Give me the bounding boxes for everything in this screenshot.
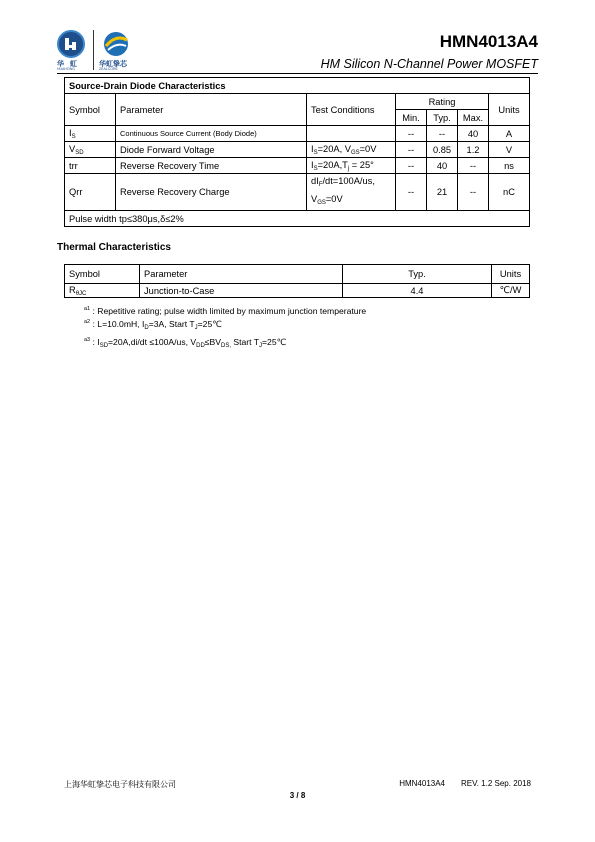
max-cell: 40 [458,126,489,142]
header-rating: Rating [396,94,489,110]
min-cell: -- [396,126,427,142]
logo-text-zealcore: 华虹挚芯 [99,61,127,68]
zealcore-logo-mark [101,30,131,58]
logo-subtext-zealcore: ZEALCORE [99,67,118,71]
table-row [65,158,530,174]
header-symbol: Symbol [65,265,140,284]
symbol-cell: $V_{SD}$ [65,142,116,158]
conditions-cell: $I_S=20A,T_j = 25^\circ$ [307,158,396,174]
parameter-cell: Reverse Recovery Time [116,158,307,174]
header-conditions: Test Conditions [307,94,396,126]
table-row [65,126,530,142]
min-cell: -- [396,174,427,211]
units-cell: ℃/W [492,284,530,298]
symbol-cell: $R_{\theta JC}$ [65,284,140,298]
header-symbol: Symbol [65,94,116,126]
parameter-cell: Junction-to-Case [140,284,343,298]
company-logo [57,30,137,72]
parameter-cell: Diode Forward Voltage [116,142,307,158]
parameter-cell: Continuous Source Current (Body Diode) [116,126,307,142]
symbol-cell: Qrr [65,174,116,211]
header-divider [57,73,538,74]
header-units: Units [492,265,530,284]
footer-rev: REV. 1.2 Sep. 2018 [461,779,531,788]
table-row [65,284,530,298]
table-row [65,142,530,158]
header-parameter: Parameter [116,94,307,126]
typ-cell: 40 [427,158,458,174]
typ-cell: 21 [427,174,458,211]
parameter-cell: Reverse Recovery Charge [116,174,307,211]
conditions-cell: $I_S=20A$, $V_{GS}=0V$ [307,142,396,158]
min-cell: -- [396,142,427,158]
document-subtitle: HM Silicon N-Channel Power MOSFET [320,57,538,71]
units-cell: ns [489,158,530,174]
note-item: $^{a3}$ : $I_{SD}=20A,di/dt \le 100A/us$, $V_{DD}\le BV_{DS,}$ Start $T_J=25℃$ [84,336,287,349]
max-cell: 1.2 [458,142,489,158]
conditions-cell: $dI_F/dt=100A/us$, $V_{GS}=0V$ [307,174,396,211]
symbol-cell: trr [65,158,116,174]
thermal-table [64,264,530,298]
table-footnote: Pulse width tp≤380μs,δ≤2% [65,211,530,227]
max-cell: -- [458,174,489,211]
logo-subtext-huahong: HUAHONG [57,67,75,71]
units-cell: nC [489,174,530,211]
conditions-cell [307,126,396,142]
huahong-logo-mark [57,30,85,58]
header-units: Units [489,94,530,126]
typ-cell: -- [427,126,458,142]
part-number-title: HMN4013A4 [439,32,538,51]
typ-cell: 0.85 [427,142,458,158]
logo-text-huahong: 华 虹 [57,61,79,68]
note-item: $^{a2}$ : L=10.0mH, $I_D=3A$, Start $T_J=25℃$ [84,319,222,332]
typ-cell: 4.4 [343,284,492,298]
units-cell: A [489,126,530,142]
header-max: Max. [458,110,489,126]
source-drain-table [64,77,530,227]
header-typ: Typ. [343,265,492,284]
header-parameter: Parameter [140,265,343,284]
notes-block [84,304,366,352]
units-cell: V [489,142,530,158]
logo-separator [93,30,94,70]
header-typ: Typ. [427,110,458,126]
symbol-cell: $I_S$ [65,126,116,142]
note-item: $^{a1}$ : Repetitive rating; pulse width limited by maximum junction temperature [84,305,367,316]
footer-company: 上海华虹挚芯电子科技有限公司 [64,780,176,789]
min-cell: -- [396,158,427,174]
table-caption: Source-Drain Diode Characteristics [65,78,530,94]
section-title-thermal: Thermal Characteristics [57,242,171,253]
table-row [65,174,530,211]
max-cell: -- [458,158,489,174]
page-number: 3 / 8 [289,791,306,800]
footer-doc: HMN4013A4 [399,779,446,788]
footer-doc-info [383,779,531,788]
header-min: Min. [396,110,427,126]
